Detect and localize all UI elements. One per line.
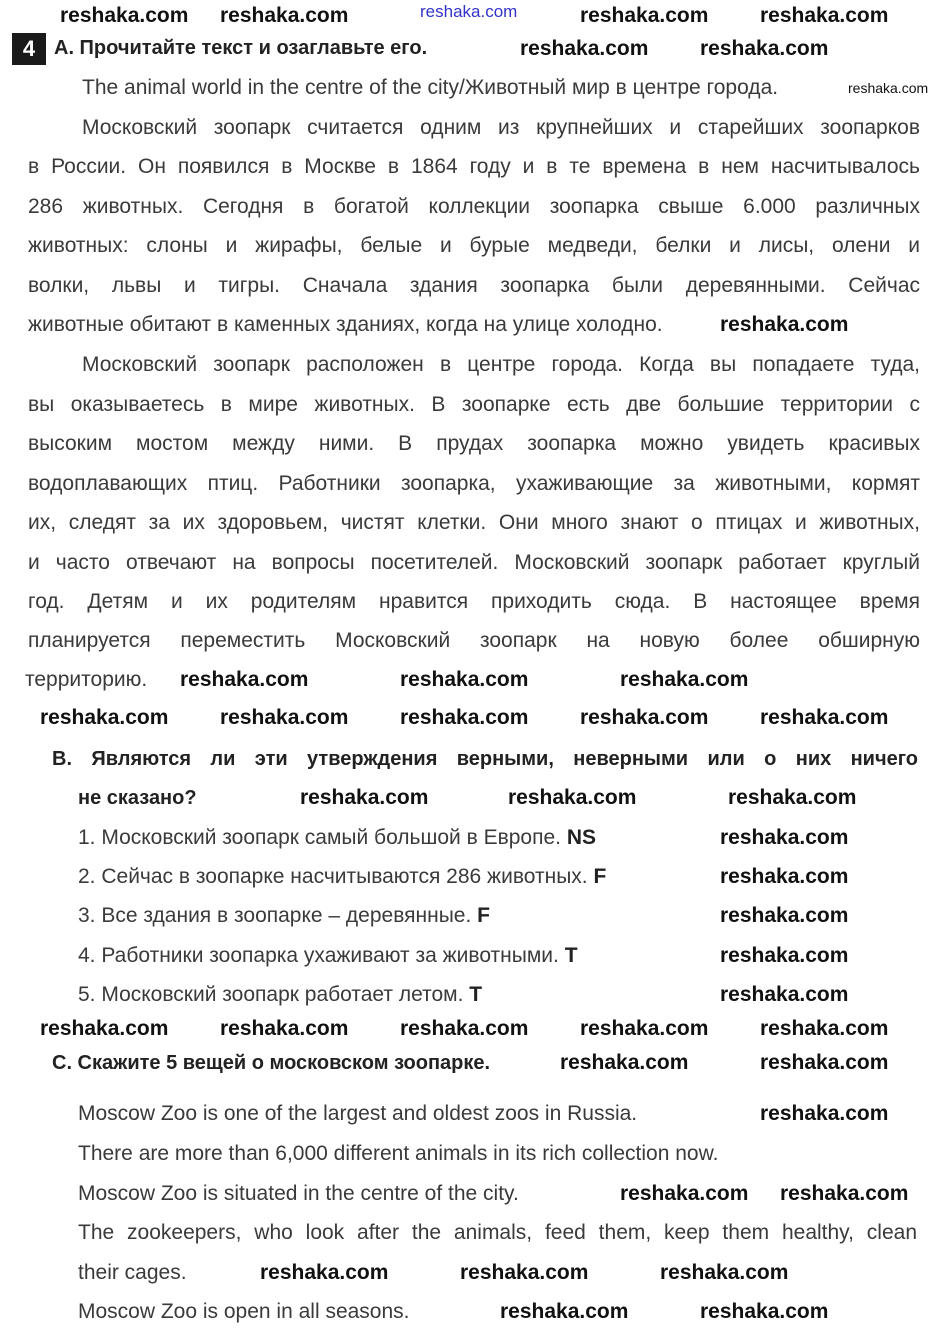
watermark: reshaka.com: [220, 1017, 349, 1040]
watermark: reshaka.com: [720, 904, 849, 927]
watermark: reshaka.com: [760, 1102, 889, 1125]
site-watermark: reshaka.com: [420, 2, 518, 21]
statement-item: [78, 982, 482, 1008]
watermark: reshaka.com: [260, 1261, 389, 1284]
statement-text: 5. Московский зоопарк работает летом.: [78, 983, 464, 1006]
watermark: reshaka.com: [60, 4, 189, 27]
statement-answer: T: [469, 983, 483, 1006]
paragraph-line: The animal world in the centre of the city/Животный мир в центре города.: [82, 76, 779, 99]
watermark: reshaka.com: [700, 37, 829, 60]
paragraph-line: Московский зоопарк считается одним из крупнейших и старейших зоопарков: [82, 116, 920, 139]
watermark: reshaka.com: [728, 786, 857, 809]
watermark: reshaka.com: [720, 826, 849, 849]
answer-line: There are more than 6,000 different animals in its rich collection now.: [78, 1142, 719, 1165]
answer-line: their cages.: [78, 1261, 187, 1284]
watermark: reshaka.com: [220, 4, 349, 27]
paragraph-line: 286 животных. Сегодня в богатой коллекции зоопарка свыше 6.000 различных: [28, 195, 920, 218]
watermark: reshaka.com: [700, 1300, 829, 1323]
watermark: reshaka.com: [400, 706, 529, 729]
watermark: reshaka.com: [720, 944, 849, 967]
watermark: reshaka.com: [720, 983, 849, 1006]
paragraph-line: животных: слоны и жирафы, белые и бурые медведи, белки и лисы, олени и: [28, 234, 920, 257]
watermark: reshaka.com: [40, 1017, 169, 1040]
statement-item: [78, 864, 606, 890]
watermark: reshaka.com: [580, 1017, 709, 1040]
watermark: reshaka.com: [508, 786, 637, 809]
paragraph-line: высоким мостом между ними. В прудах зоопарка можно увидеть красивых: [28, 432, 920, 455]
section-c-heading: C. Скажите 5 вещей о московском зоопарке.: [52, 1052, 491, 1074]
watermark: reshaka.com: [580, 706, 709, 729]
statement-text: 1. Московский зоопарк самый большой в Европе.: [78, 826, 561, 849]
paragraph-line: планируется переместить Московский зоопарк на новую более обширную: [28, 629, 920, 652]
watermark: reshaka.com: [460, 1261, 589, 1284]
paragraph-line: и часто отвечают на вопросы посетителей. Московский зоопарк работает круглый: [28, 551, 920, 574]
watermark: reshaka.com: [620, 1182, 749, 1205]
watermark: reshaka.com: [560, 1051, 689, 1074]
watermark: reshaka.com: [720, 313, 849, 336]
watermark: reshaka.com: [300, 786, 429, 809]
watermark: reshaka.com: [400, 668, 529, 691]
watermark: reshaka.com: [580, 4, 709, 27]
answer-line: The zookeepers, who look after the animals, feed them, keep them healthy, clean: [78, 1221, 917, 1244]
watermark: reshaka.com: [760, 1051, 889, 1074]
statement-text: 3. Все здания в зоопарке – деревянные.: [78, 904, 472, 927]
section-b-heading-line1: B. Являются ли эти утверждения верными, неверными или о них ничего: [52, 748, 918, 770]
section-b-heading-line2: не сказано?: [78, 787, 197, 809]
paragraph-line: их, следят за их здоровьем, чистят клетки. Они много знают о птицах и животных,: [28, 511, 920, 534]
paragraph-line: год. Детям и их родителям нравится приходить сюда. В настоящее время: [28, 590, 920, 613]
watermark: reshaka.com: [180, 668, 309, 691]
paragraph-line: в России. Он появился в Москве в 1864 году и в те времена в нем насчитывалось: [28, 155, 920, 178]
statement-answer: F: [593, 865, 607, 888]
watermark: reshaka.com: [760, 4, 889, 27]
statement-answer: F: [477, 904, 490, 927]
watermark: reshaka.com: [760, 1017, 889, 1040]
statement-text: 4. Работники зоопарка ухаживают за животными.: [78, 944, 559, 967]
statement-answer: T: [564, 944, 578, 967]
answer-line: Moscow Zoo is one of the largest and oldest zoos in Russia.: [78, 1102, 638, 1125]
paragraph-line: территорию.: [25, 668, 148, 691]
watermark: reshaka.com: [848, 80, 929, 96]
watermark: reshaka.com: [400, 1017, 529, 1040]
watermark: reshaka.com: [220, 706, 349, 729]
statement-answer: NS: [566, 826, 597, 849]
watermark: reshaka.com: [40, 706, 169, 729]
answer-line: Moscow Zoo is open in all seasons.: [78, 1300, 410, 1323]
watermark: reshaka.com: [660, 1261, 789, 1284]
watermark: reshaka.com: [620, 668, 749, 691]
section-b-heading: [52, 746, 918, 772]
watermark: reshaka.com: [720, 865, 849, 888]
statement-item: [78, 943, 578, 969]
watermark: reshaka.com: [500, 1300, 629, 1323]
paragraph-line: волки, львы и тигры. Сначала здания зоопарка были деревянными. Сейчас: [28, 274, 920, 297]
statement-text: 2. Сейчас в зоопарке насчитываются 286 животных.: [78, 865, 588, 888]
section-a-heading: A. Прочитайте текст и озаглавьте его.: [54, 37, 428, 59]
answer-line: Moscow Zoo is situated in the centre of the city.: [78, 1182, 519, 1205]
exercise-number: 4: [12, 33, 46, 65]
paragraph-line: вы оказываетесь в мире животных. В зоопарке есть две большие территории с: [28, 393, 920, 416]
statement-item: [78, 903, 490, 929]
watermark: reshaka.com: [520, 37, 649, 60]
watermark: reshaka.com: [780, 1182, 909, 1205]
statement-item: [78, 825, 596, 851]
paragraph-line: Московский зоопарк расположен в центре города. Когда вы попадаете туда,: [82, 353, 920, 376]
watermark: reshaka.com: [760, 706, 889, 729]
paragraph-line: водоплавающих птиц. Работники зоопарка, ухаживающие за животными, кормят: [28, 472, 920, 495]
paragraph-line: животные обитают в каменных зданиях, когда на улице холодно.: [28, 313, 663, 336]
